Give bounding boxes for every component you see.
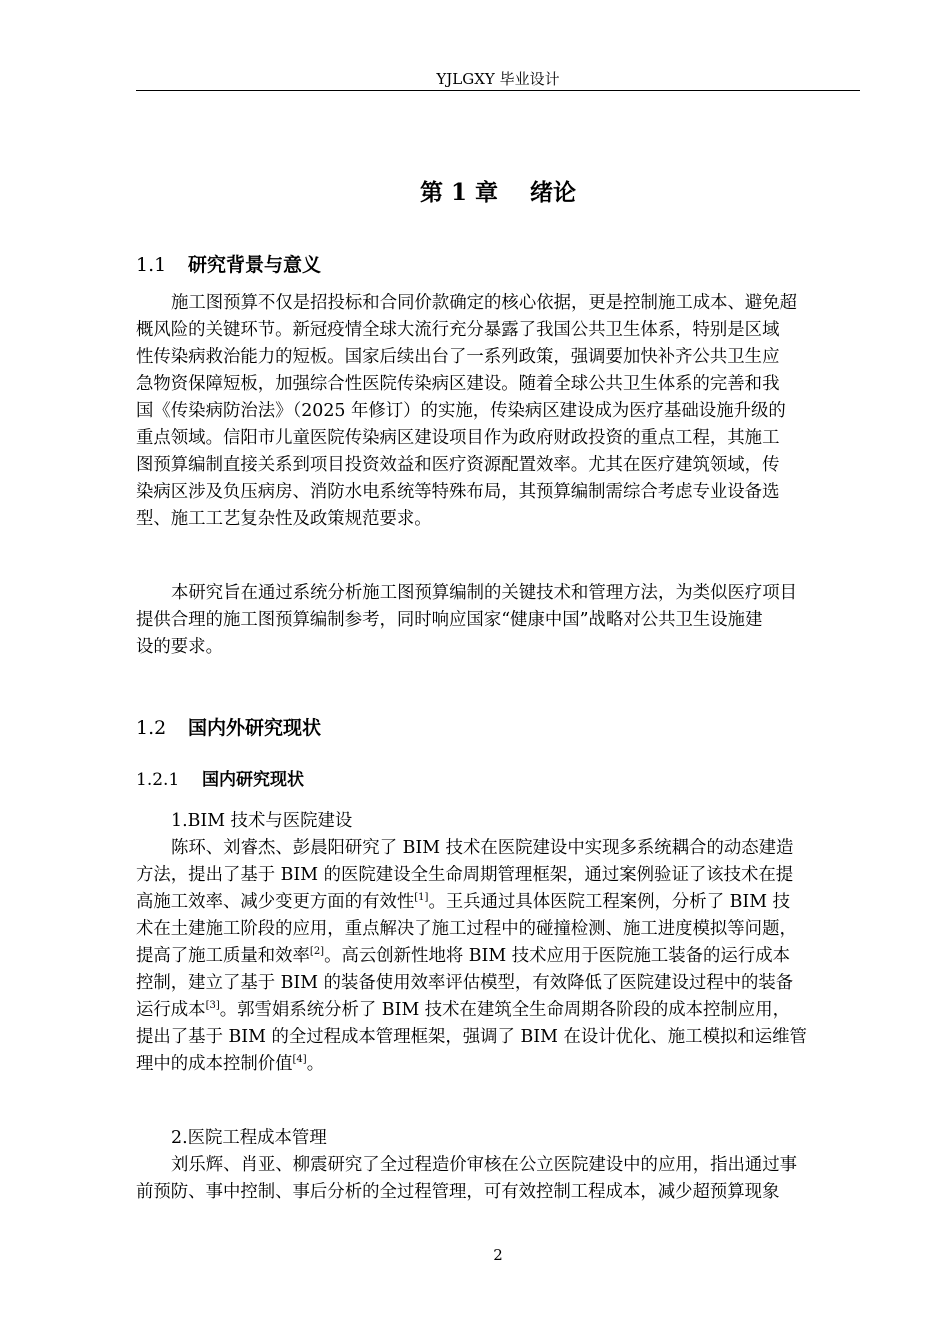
text-line: 陈环、刘睿杰、彭晨阳研究了 BIM 技术在医院建设中实现多系统耦合的动态建造 xyxy=(171,838,794,858)
text-line: 性传染病救治能力的短板。国家后续出台了一系列政策，强调要加快补齐公共卫生应 xyxy=(136,347,780,367)
page-number: 2 xyxy=(493,1246,503,1264)
text-line xyxy=(136,1051,860,1078)
text-line: 设的要求。 xyxy=(136,637,223,657)
text-line: 方法，提出了基于 BIM 的医院建设全生命周期管理框架，通过案例验证了该技术在提 xyxy=(136,865,794,885)
text-fragment: 运行成本 xyxy=(136,1000,206,1020)
text-fragment: 。王兵通过具体医院工程案例，分析了 BIM 技 xyxy=(428,892,790,912)
text-line: 本研究旨在通过系统分析施工图预算编制的关键技术和管理方法，为类似医疗项目 xyxy=(171,583,798,603)
paragraph-bim xyxy=(136,835,860,1078)
text-fragment: 。郭雪娟系统分析了 BIM 技术在建筑全生命周期各阶段的成本控制应用， xyxy=(219,1000,790,1020)
citation-ref[interactable]: [2] xyxy=(309,946,325,957)
subsection-heading-1-2-1 xyxy=(136,767,304,793)
text-line xyxy=(136,997,860,1024)
citation-ref[interactable]: [4] xyxy=(292,1054,307,1065)
section-title: 研究背景与意义 xyxy=(188,254,322,276)
text-fragment: 理中的成本控制价值 xyxy=(136,1054,293,1074)
section-title: 国内外研究现状 xyxy=(188,717,322,739)
text-line xyxy=(136,943,860,970)
text-line: 概风险的关键环节。新冠疫情全球大流行充分暴露了我国公共卫生体系，特别是区域 xyxy=(136,320,780,340)
text-line xyxy=(136,889,860,916)
header-rule xyxy=(136,90,860,91)
section-number: 1.1 xyxy=(136,254,167,276)
text-line: 图预算编制直接关系到项目投资效益和医疗资源配置效率。尤其在医疗建筑领域，传 xyxy=(136,455,780,475)
text-line: 提出了基于 BIM 的全过程成本管理框架，强调了 BIM 在设计优化、施工模拟和运维管 xyxy=(136,1027,807,1047)
text-line: 施工图预算不仅是招投标和合同价款确定的核心依据，更是控制施工成本、避免超 xyxy=(171,293,798,313)
section-heading-1-1 xyxy=(136,251,321,279)
text-line: 重点领域。信阳市儿童医院传染病区建设项目作为政府财政投资的重点工程，其施工 xyxy=(136,428,780,448)
citation-ref[interactable]: [1] xyxy=(414,892,429,903)
text-line: 型、施工工艺复杂性及政策规范要求。 xyxy=(136,509,432,529)
text-line: 急物资保障短板，加强综合性医院传染病区建设。随着全球公共卫生体系的完善和我 xyxy=(136,374,780,394)
subsection-number: 1.2.1 xyxy=(136,770,180,790)
paragraph-background xyxy=(136,290,860,533)
text-line: 前预防、事中控制、事后分析的全过程管理，可有效控制工程成本，减少超预算现象 xyxy=(136,1182,780,1202)
text-fragment: 高施工效率、减少变更方面的有效性 xyxy=(136,892,415,912)
section-number: 1.2 xyxy=(136,717,167,739)
text-line: 染病区涉及负压病房、消防水电系统等特殊布局，其预算编制需综合考虑专业设备选 xyxy=(136,482,780,502)
text-line: 国《传染病防治法》（2025 年修订）的实施，传染病区建设成为医疗基础设施升级的 xyxy=(136,401,786,421)
section-heading-1-2 xyxy=(136,714,321,742)
chapter-title: 第 1 章 绪论 xyxy=(419,179,577,206)
text-line: 控制，建立了基于 BIM 的装备使用效率评估模型，有效降低了医院建设过程中的装备 xyxy=(136,973,794,993)
topic-heading-cost: 2.医院工程成本管理 xyxy=(171,1128,327,1148)
text-fragment: 提高了施工质量和效率 xyxy=(136,946,310,966)
paragraph-purpose xyxy=(136,580,860,661)
text-line: 提供合理的施工图预算编制参考，同时响应国家“健康中国”战略对公共卫生设施建 xyxy=(136,610,763,630)
text-fragment: 。高云创新性地将 BIM 技术应用于医院施工装备的运行成本 xyxy=(324,946,790,966)
running-header: YJLGXY 毕业设计 xyxy=(436,70,560,88)
text-line: 术在土建施工阶段的应用，重点解决了施工过程中的碰撞检测、施工进度模拟等问题， xyxy=(136,919,797,939)
citation-ref[interactable]: [3] xyxy=(205,1000,220,1011)
paragraph-cost xyxy=(136,1152,860,1206)
text-fragment: 。 xyxy=(306,1054,325,1074)
text-line: 刘乐辉、肖亚、柳震研究了全过程造价审核在公立医院建设中的应用，指出通过事 xyxy=(171,1155,798,1175)
subsection-title: 国内研究现状 xyxy=(202,770,304,790)
topic-heading-bim: 1.BIM 技术与医院建设 xyxy=(171,811,353,831)
